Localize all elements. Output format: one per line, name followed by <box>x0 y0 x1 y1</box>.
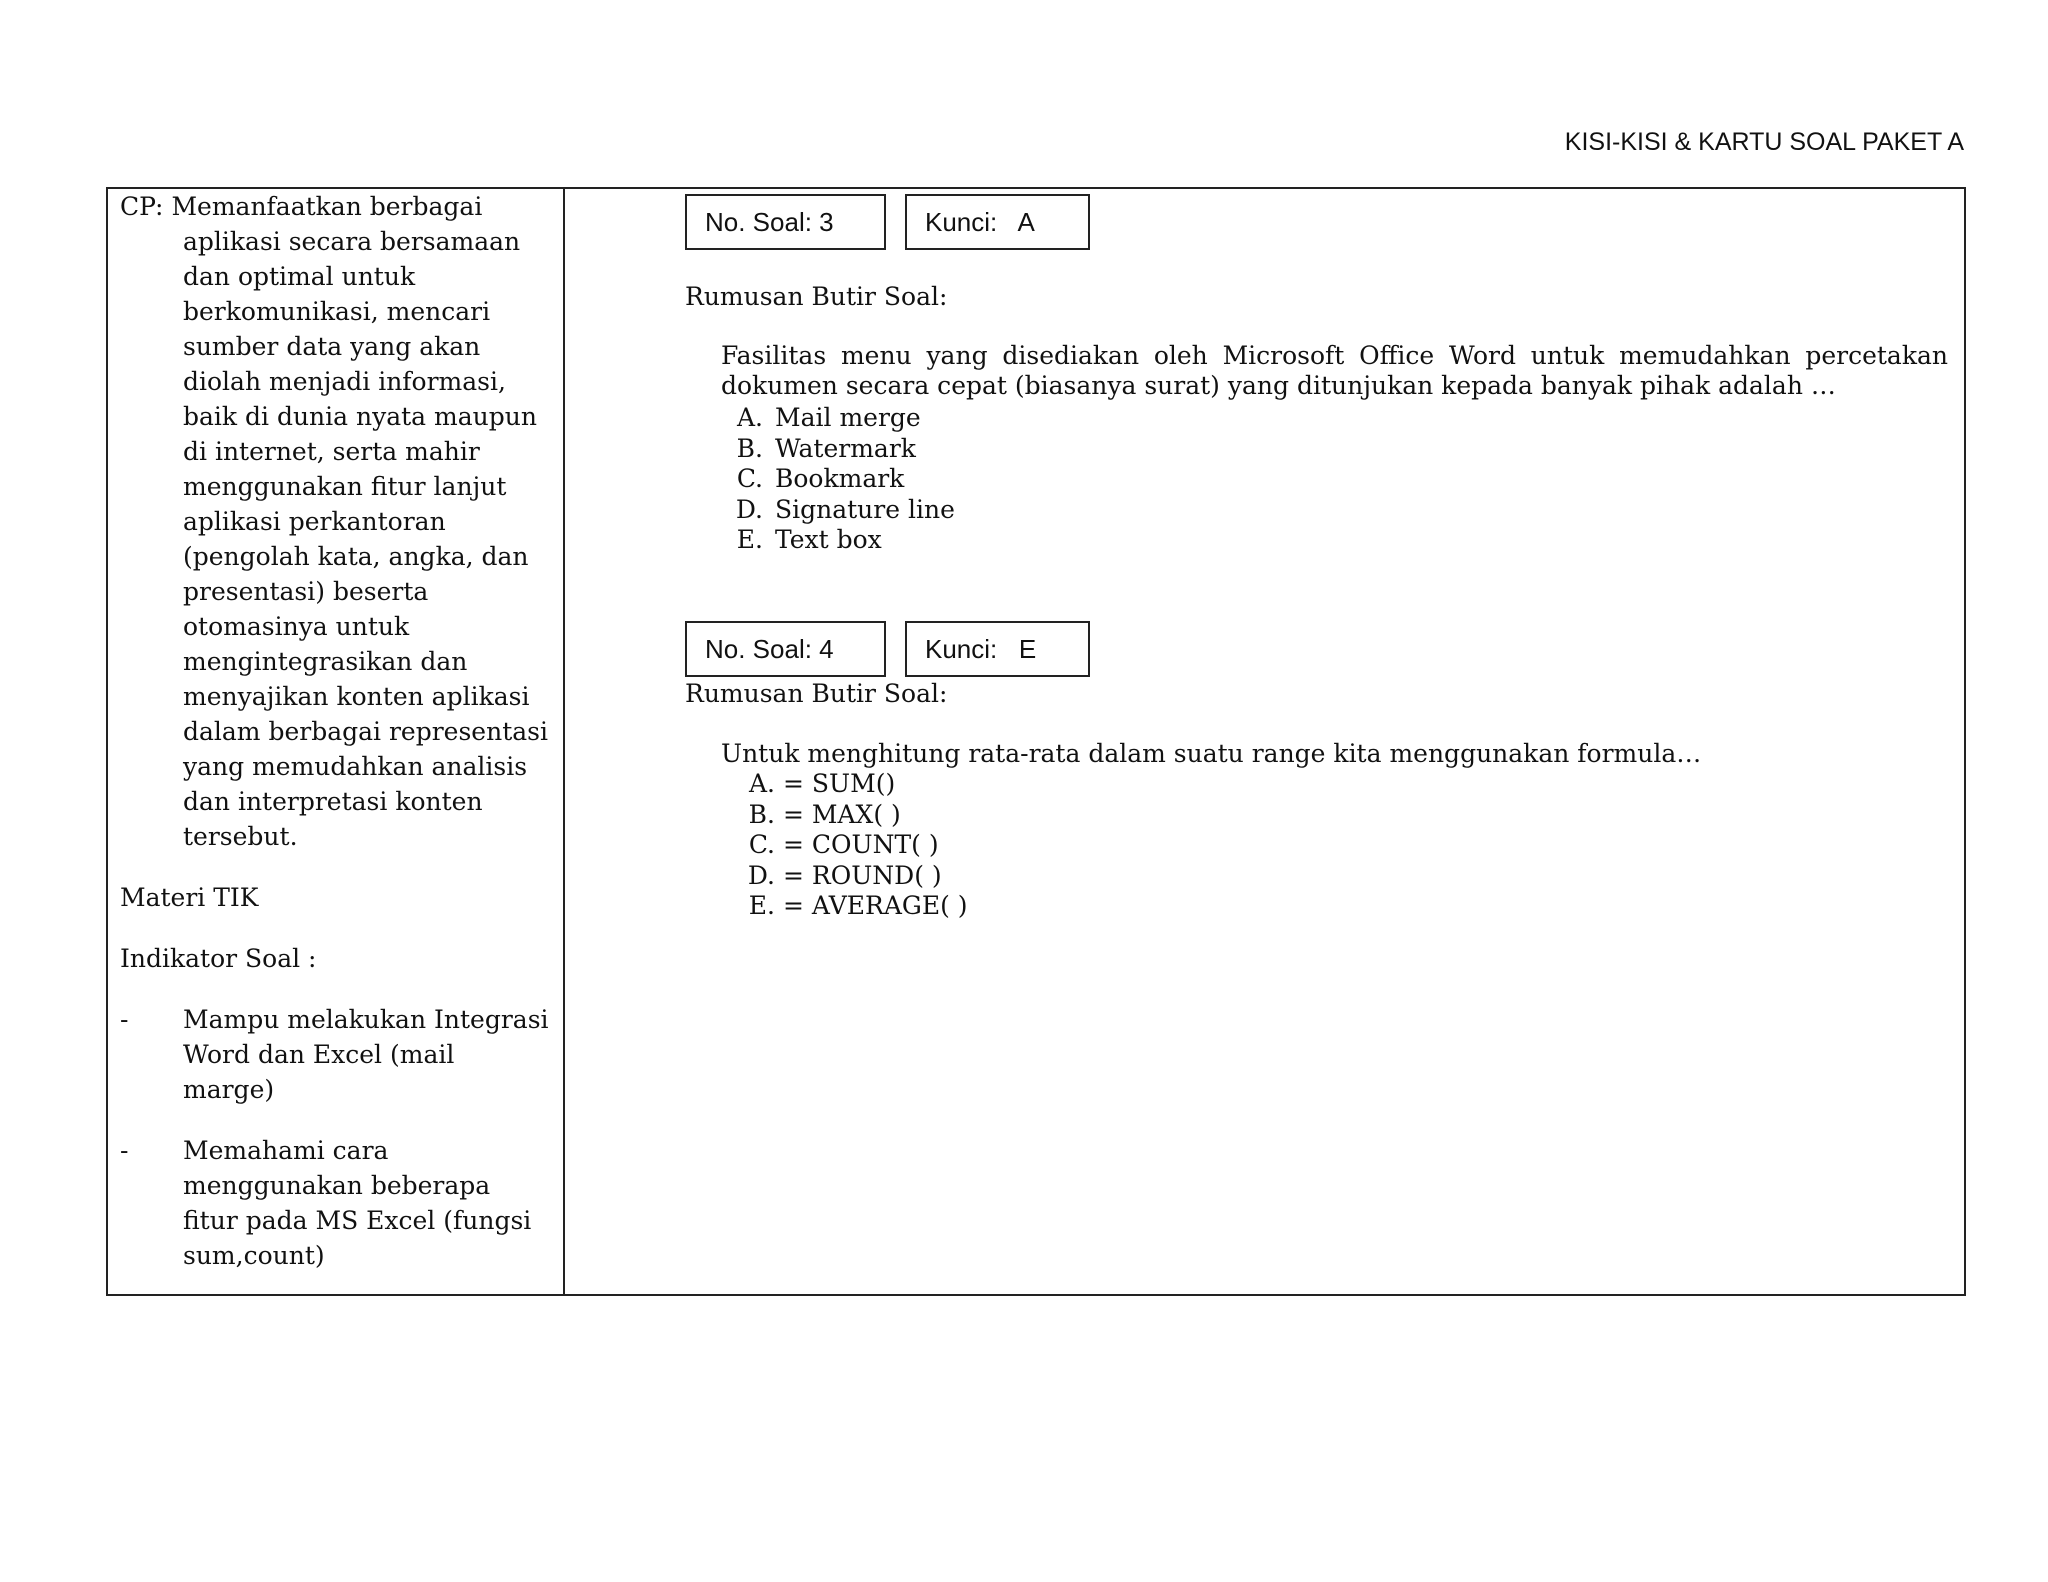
indikator-label: Indikator Soal : <box>120 944 317 973</box>
option-item <box>717 495 955 526</box>
option-text: = SUM() <box>783 769 896 798</box>
cp-label: CP: <box>120 192 164 221</box>
question-card-table <box>106 187 1966 1296</box>
option-text: = MAX( ) <box>783 799 901 829</box>
option-item <box>723 861 968 892</box>
indicator-text: Mampu melakukan Integrasi Word dan Excel (mail marge) <box>183 1005 549 1104</box>
option-letter: C. <box>748 830 775 859</box>
option-text: = COUNT( ) <box>783 830 939 859</box>
options-list <box>717 403 955 556</box>
cp-paragraph <box>120 189 550 854</box>
page-header-title: KISI-KISI & KARTU SOAL PAKET A <box>1564 128 1964 156</box>
option-item <box>723 800 968 831</box>
options-list <box>723 769 968 922</box>
option-item <box>723 891 968 922</box>
option-letter: B. <box>736 433 763 463</box>
option-text: Mail merge <box>775 403 921 432</box>
option-letter: E. <box>748 891 775 920</box>
option-text: Signature line <box>775 494 955 524</box>
option-text: Bookmark <box>775 464 905 493</box>
answer-key-box: Kunci: E <box>905 621 1090 677</box>
option-text: Text box <box>775 525 882 554</box>
option-letter: D. <box>735 494 763 524</box>
option-item <box>717 525 955 556</box>
option-letter: C. <box>736 464 763 493</box>
indicator-item <box>120 1002 550 1107</box>
option-text: = ROUND( ) <box>783 860 942 890</box>
option-letter: A. <box>736 403 763 432</box>
indicator-text: Memahami cara menggunakan beberapa fitur pada MS Excel (fungsi sum,count) <box>183 1136 532 1270</box>
option-item <box>717 434 955 465</box>
option-text: = AVERAGE( ) <box>783 891 968 920</box>
indicator-item <box>120 1133 550 1273</box>
materi-label: Materi TIK <box>120 883 259 912</box>
rumusan-label: Rumusan Butir Soal: <box>685 679 948 708</box>
option-item <box>723 769 968 800</box>
option-text: Watermark <box>775 433 916 463</box>
question-number-box: No. Soal: 4 <box>685 621 886 677</box>
option-item <box>717 403 955 434</box>
bullet-dash: - <box>120 1136 129 1165</box>
option-letter: B. <box>748 799 775 829</box>
option-letter: A. <box>748 769 775 798</box>
question-text: Fasilitas menu yang disediakan oleh Microsoft Office Word untuk memudahkan percetakan dokumen secara cepat (biasanya surat) yang ditunjukan kepada banyak pihak adalah … <box>721 341 1948 400</box>
answer-key-box: Kunci: A <box>905 194 1090 250</box>
cp-text: Memanfaatkan berbagai aplikasi secara bersamaan dan optimal untuk berkomunikasi, mencari sumber data yang akan diolah menjadi informasi, baik di dunia nyata maupun di internet, serta mahir menggunakan fitur lanjut aplikasi perkantoran (pengolah kata, angka, dan presentasi) beserta otomasinya untuk mengintegrasikan dan menyajikan konten aplikasi dalam berbagai representasi yang memudahkan analisis dan interpretasi konten tersebut. <box>171 192 548 851</box>
left-panel <box>120 189 550 1273</box>
option-item <box>717 464 955 495</box>
option-item <box>723 830 968 861</box>
bullet-dash: - <box>120 1005 129 1034</box>
option-letter: E. <box>736 525 763 554</box>
question-number-box: No. Soal: 3 <box>685 194 886 250</box>
column-divider <box>563 189 565 1294</box>
question-text: Untuk menghitung rata-rata dalam suatu range kita menggunakan formula… <box>721 739 1702 768</box>
rumusan-label: Rumusan Butir Soal: <box>685 282 948 311</box>
option-letter: D. <box>747 860 775 890</box>
